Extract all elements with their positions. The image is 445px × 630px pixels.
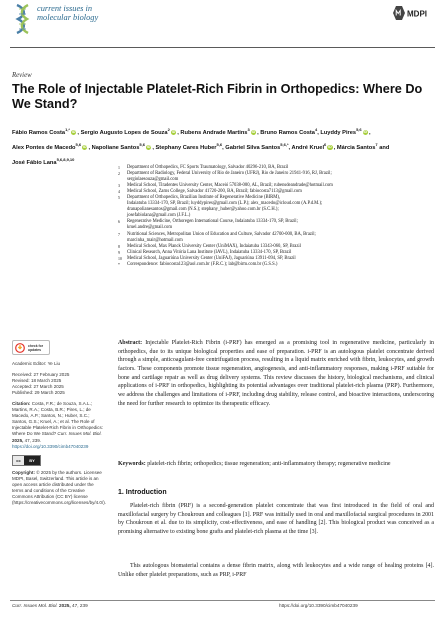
check-updates-line2: updates (28, 347, 41, 352)
mdpi-logo (391, 4, 427, 22)
journal-logo (14, 3, 32, 35)
affiliation-text: Correspondence: fabiocosta123@aol.com.br (F.R.C.); lab@birm.com.br (G.S.S.) (127, 261, 278, 267)
author-name[interactable]: Márcia Santos (336, 144, 376, 151)
copyright-text: © 2025 by the authors. Licensee MDPI, Basel, Switzerland. This article is an open access article distributed under the terms and conditions of the Creative Commons Attribution (CC BY) license (https://creativecommons.org/licenses/by/4.0/). (12, 469, 107, 505)
article-info-sidebar (12, 340, 107, 511)
journal-name (37, 4, 157, 23)
article-type: Review (12, 72, 32, 79)
author-name[interactable]: Stephany Cares Huber (155, 144, 217, 151)
affiliation-text: Department of Orthopedics, FC Sports Traumatology, Salvador 40296-210, BA, Brazil (127, 165, 289, 170)
affiliation-text: Regenerative Medicine, Orthoregen International Course, Indaiatuba 13334-170, SP, Brazil; kruel.andre@gmail.com (127, 219, 298, 231)
citation-year: 2025, (12, 437, 24, 443)
author-list: Fábio Ramos Costa$^{1,*}$ iD , Sergio Augusto Lopes de Souza$^2$ iD , Rubens Andrade Martins$^3$ iD , Bruno Ramos Costa$^4$, Luyddy Pires$^{5,6}$ iD , Alex Pontes de Macedo$^{5,6}$ iD , Napoliane Santos$^{5,6}$ iD , Stephany Cares Huber$^{5,6}$, Gabriel Silva Santos$^{5,6,*}$, André Kruel$^6$ iD , Márcia Santos$^7$ and José Fábio Lana$^{5,6,8,9,10}$ (12, 127, 390, 167)
author-name[interactable]: André Kruel (291, 144, 325, 151)
affiliation-item (118, 219, 438, 231)
body-paragraph: Platelet-rich fibrin (PRF) is a second-generation platelet concentrate that was first introduced in the field of oral and maxillofacial surgery by Choukroun and colleagues [1]. PRF was initially used in oral and maxillofacial surgical procedures in 2001 by Choukroun et al. due to its simplicity, cost-effectiveness, and ease of handling [2]. This biological product was conceived as a promising alternative to existing bone grafts and platelet-rich plasma at the time [3]. (118, 503, 434, 535)
author-affiliation-marker: 5,6 (75, 142, 82, 148)
footer-doi-link[interactable]: https://doi.org/10.3390/cimb47040239 (279, 603, 358, 608)
affiliation-number: 3 (118, 184, 120, 189)
journal-name-line1: current issues in (37, 4, 93, 13)
copyright-block (12, 469, 107, 506)
footer-citation (12, 603, 88, 608)
citation-doi-link[interactable]: https://doi.org/10.3390/cimb47040239 (12, 443, 89, 449)
author-affiliation-marker: 6 (324, 142, 327, 148)
keywords-label: Keywords: (118, 461, 146, 467)
cc-badge-left: cc (13, 456, 24, 465)
affiliation-item (118, 232, 438, 244)
affiliation-number: 9 (118, 250, 120, 255)
affiliation-number: 6 (118, 220, 120, 225)
check-updates-icon (15, 343, 25, 353)
affiliation-number: 1 (118, 166, 120, 170)
affiliation-number: 8 (118, 244, 120, 249)
author-name[interactable]: Fábio Ramos Costa (12, 129, 66, 136)
section-heading-introduction: 1. Introduction (118, 489, 167, 496)
affiliations-list (118, 165, 438, 268)
affiliation-text: Medical School, Tiradentes University Center, Maceió 57038-000, AL, Brazil; rubensdeandrade@hotmail.com (127, 183, 333, 189)
body-paragraph: This autologous biomaterial contains a dense fibrin matrix, along with leukocytes and a wide range of healing proteins [4]. Unlike other platelet preparations, such as PRP, i-PRF (118, 563, 434, 578)
orcid-icon[interactable]: iD (71, 129, 76, 134)
citation-label: Citation: (12, 401, 31, 407)
orcid-icon[interactable]: iD (146, 144, 151, 149)
author-affiliation-marker: 5,6 (356, 127, 362, 132)
author-affiliation-marker: 5,6,* (280, 142, 289, 148)
affiliation-text: Department of Orthopedics, Brazilian Institute of Regenerative Medicine (BIRM), Indaiatuba 13334-170, SP, Brazil; luyddypires@gmail.com (L.P.); alex_macedo@icloud.com (A.P.d.M.); dranapolianesantos@gmail.com (N.S.); stephany_huber@yahoo.com.br (S.C.H.); josefabiolana@gmail.com (J.F.L.) (127, 195, 323, 219)
author-affiliation-marker: 1,* (65, 127, 70, 132)
author-name[interactable]: Gabriel Silva Santos (225, 144, 281, 151)
publication-dates (12, 372, 104, 396)
affiliation-item (118, 195, 438, 219)
citation-block (12, 401, 104, 449)
affiliation-text: Clinical Research, Anna Vitória Lana Institute (IAVL), Indaiatuba 13334-170, SP, Brazil (127, 249, 292, 255)
check-updates-line1: check for (28, 343, 44, 348)
orcid-icon[interactable]: iD (82, 144, 87, 149)
author-name[interactable]: Alex Pontes de Macedo (12, 144, 76, 151)
affiliation-number: 7 (118, 232, 120, 237)
affiliation-text: Medical School, Jaguariúna University Center (UniFAJ), Jaguariúna 13911-094, SP, Brazil (127, 255, 296, 261)
orcid-icon[interactable]: iD (363, 129, 368, 134)
article-title: The Role of Injectable Platelet-Rich Fibrin in Orthopedics: Where Do We Stand? (12, 82, 423, 111)
journal-name-line2: molecular biology (37, 13, 99, 23)
cc-badge-right: BY (24, 456, 40, 465)
published-date: Published: 29 March 2025 (12, 390, 65, 396)
citation-volume: 47, 239. (24, 437, 42, 443)
author-affiliation-marker: 7 (375, 142, 378, 148)
affiliation-number: 10 (118, 256, 122, 261)
author-affiliation-marker: 4 (314, 127, 318, 132)
footer-year: 2025, (58, 603, 71, 608)
author-name[interactable]: Napoliane Santos (91, 144, 140, 151)
footer-volume: 47, 239 (72, 603, 88, 608)
affiliation-number: 4 (118, 190, 120, 195)
abstract-label: Abstract: (118, 340, 143, 346)
author-name[interactable]: José Fábio Lana (12, 160, 57, 167)
keywords (118, 460, 434, 469)
footer-journal: Curr. Issues Mol. Biol. (12, 603, 58, 608)
abstract (118, 339, 434, 408)
author-affiliation-marker: 5,6,8,9,10 (56, 157, 75, 163)
orcid-icon[interactable]: iD (251, 129, 256, 134)
received-date: Received: 27 February 2025 (12, 372, 70, 378)
affiliation-number: 2 (118, 172, 120, 177)
header-divider (10, 47, 435, 48)
orcid-icon[interactable]: iD (171, 129, 176, 134)
affiliation-item (118, 171, 438, 183)
footer-divider (10, 600, 435, 601)
accepted-date: Accepted: 27 March 2025 (12, 384, 64, 390)
author-name[interactable]: Luyddy Pires (320, 129, 357, 136)
abstract-text: Injectable Platelet-Rich Fibrin (i-PRF) has emerged as a promising tool in regenerative medicine, particularly in orthopedics, due to its unique biological properties and ease of preparation. i-PRF is an autologous platelet concentrate derived through a simple, anticoagulant-free centrifugation process, resulting in a liquid matrix enriched with fibrin, leukocytes, and growth factors. These components promote tissue regeneration, angiogenesis, and anti-inflammatory responses, making i-PRF suitable for bone and cartilage repair as well as drug delivery systems. This review discusses the history, biological mechanisms, and clinical applications of i-PRF in orthopedics, highlighting its potential advantages over traditional platelet-rich plasma (PRP). Furthermore, we address the challenges and limitations of i-PRF, including drug stability, release control, and bioactive interactions, underscoring the need for further research to optimize its therapeutic efficacy. (118, 340, 434, 407)
copyright-label: Copyright: (12, 469, 35, 475)
affiliation-text: Department of Radiology, Federal University of Rio de Janeiro (UFRJ), Rio de Janeiro 21941-916, RJ, Brazil; sergiolaesouza@gmail.com (127, 171, 332, 183)
citation-journal: Curr. Issues Mol. Biol. (57, 431, 102, 437)
affiliation-text: Medical School, Zarns College, Salvador 41720-200, BA, Brazil; fabiocosta7113@gmail.com (127, 189, 302, 195)
affiliation-item (118, 262, 438, 268)
academic-editor (12, 361, 104, 367)
author-affiliation-marker: 5,6 (216, 142, 223, 148)
affiliation-number: * (118, 262, 120, 267)
cc-by-license-badge[interactable] (12, 455, 41, 466)
author-name[interactable]: Bruno Ramos Costa (260, 129, 315, 136)
author-affiliation-marker: 3 (247, 127, 250, 132)
author-affiliation-marker: 5,6 (139, 142, 145, 148)
keywords-text: platelet-rich fibrin; orthopedics; tissue regeneration; anti-inflammatory therapy; regenerative medicine (147, 461, 391, 467)
affiliation-text: Medical School, Max Planck University Center (UniMAX), Indaiatuba 13343-060, SP, Brazil (127, 243, 301, 249)
check-for-updates-button[interactable] (12, 340, 50, 355)
academic-editor-label: Academic Editor: (12, 361, 47, 366)
revised-date: Revised: 18 March 2025 (12, 378, 62, 384)
publisher-name: MDPI (407, 9, 427, 19)
author-affiliation-marker: 2 (167, 127, 170, 132)
orcid-icon[interactable]: iD (328, 144, 332, 149)
affiliation-number: 5 (118, 196, 120, 201)
citation-text: Costa, F.R.; de Souza, S.A.L.; Martins, R.A.; Costa, B.R.; Pires, L.; de Macedo, A.P.; Santos, N.; Huber, S.C.; Santos, G.S.; Kruel, A.; et al. The Role of Injectable Platelet-Rich Fibrin in Orthopedics: Where Do We Stand? (12, 401, 103, 437)
author-name[interactable]: Rubens Andrade Martins (180, 129, 248, 136)
affiliation-text: Nutritional Sciences, Metropolitan Union of Education and Culture, Salvador 42700-000, BA, Brazil; marcinha_mair@hotmail.com (127, 231, 316, 243)
author-name[interactable]: Sergio Augusto Lopes de Souza (80, 129, 168, 136)
academic-editor-name: Ye Liu (47, 361, 61, 366)
